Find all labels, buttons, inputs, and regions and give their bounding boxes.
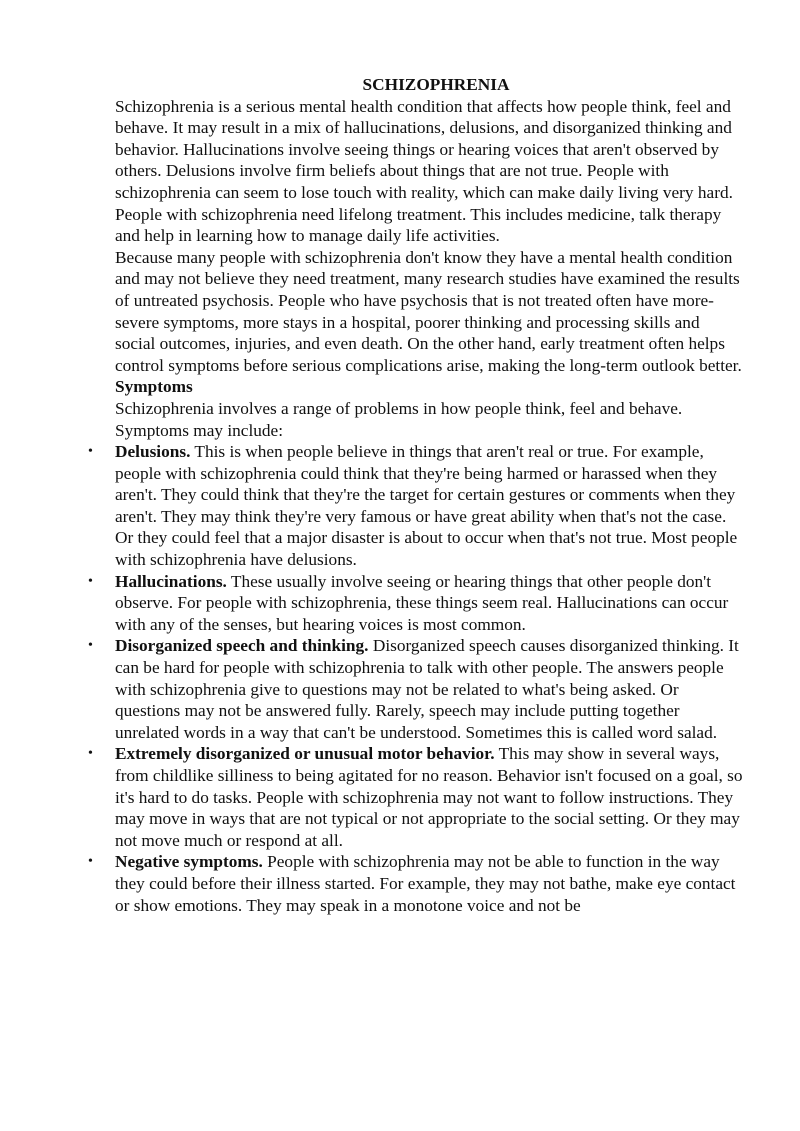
bullet-icon: • <box>88 854 93 870</box>
intro-paragraph: Because many people with schizophrenia don't know they have a mental health condition and may not believe they need treatment, many research studies have examined the results of untreated psychosis. People who have psychosis that is not treated often have more-severe symptoms, more stays in a hospital, poorer thinking and processing skills and social outcomes, injuries, and even death. On the other hand, early treatment often helps control symptoms before serious complications arise, making the long-term outlook better. <box>115 247 742 375</box>
bullet-icon: • <box>88 638 93 654</box>
symptoms-intro: Schizophrenia involves a range of problems in how people think, feel and behave. Symptoms may include: <box>115 398 683 440</box>
document-title: SCHIZOPHRENIA <box>362 75 510 94</box>
symptom-text: Disorganized speech causes disorganized thinking. It can be hard for people with schizophrenia to talk with other people. The answers people with schizophrenia give to questions may not be related to what's being asked. Or questions may not be answered fully. Rarely, speech may include putting together unrelated words in a way that can't be understood. Sometimes this is called word salad. <box>115 636 739 742</box>
symptom-text: People with schizophrenia may not be able to function in the way they could before their illness started. For example, they may not bathe, make eye contact or show emotions. They may speak in a monotone voice and not be <box>115 852 736 915</box>
symptom-text: This is when people believe in things that aren't real or true. For example, people with schizophrenia could think that they're being harmed or harassed when they aren't. They could think that they're the target for certain gestures or comments when they aren't. They may think they're very famous or have great ability when that's not the case. Or they could feel that a major disaster is about to occur when that's not true. Most people with schizophrenia have delusions. <box>115 442 738 570</box>
symptoms-list <box>88 441 743 916</box>
symptoms-heading: Symptoms <box>115 377 193 397</box>
intro-paragraph: People with schizophrenia need lifelong treatment. This includes medicine, talk therapy and help in learning how to manage daily life activities. <box>115 204 722 246</box>
symptom-text: These usually involve seeing or hearing things that other people don't observe. For people with schizophrenia, these things seem real. Hallucinations can occur with any of the senses, but hearing voices is most common. <box>115 571 729 634</box>
bullet-icon: • <box>88 444 93 460</box>
symptom-item <box>88 635 743 743</box>
symptom-item <box>88 851 743 916</box>
symptom-term: Hallucinations. <box>115 571 227 591</box>
symptom-item <box>88 441 743 571</box>
bullet-icon: • <box>88 746 93 762</box>
bullet-icon: • <box>88 573 93 589</box>
intro-paragraph: Schizophrenia is a serious mental health condition that affects how people think, feel and behave. It may result in a mix of hallucinations, delusions, and disorganized thinking and behavior. Hallucinations involve seeing things or hearing voices that aren't observed by others. Delusions involve firm beliefs about things that are not true. People with schizophrenia can seem to lose touch with reality, which can make daily living very hard. <box>115 96 733 202</box>
symptom-item <box>88 743 743 851</box>
symptom-item <box>88 571 743 636</box>
symptom-term: Disorganized speech and thinking. <box>115 636 369 656</box>
symptom-text: This may show in several ways, from childlike silliness to being agitated for no reason. Behavior isn't focused on a goal, so it's hard to do tasks. People with schizophrenia may not want to follow instructions. They may move in ways that are not typical or not appropriate to the social setting. Or they may not move much or respond at all. <box>115 744 743 850</box>
symptom-term: Negative symptoms. <box>115 852 263 872</box>
symptom-term: Delusions. <box>115 442 191 462</box>
symptom-term: Extremely disorganized or unusual motor behavior. <box>115 744 495 764</box>
document-page <box>88 74 743 916</box>
